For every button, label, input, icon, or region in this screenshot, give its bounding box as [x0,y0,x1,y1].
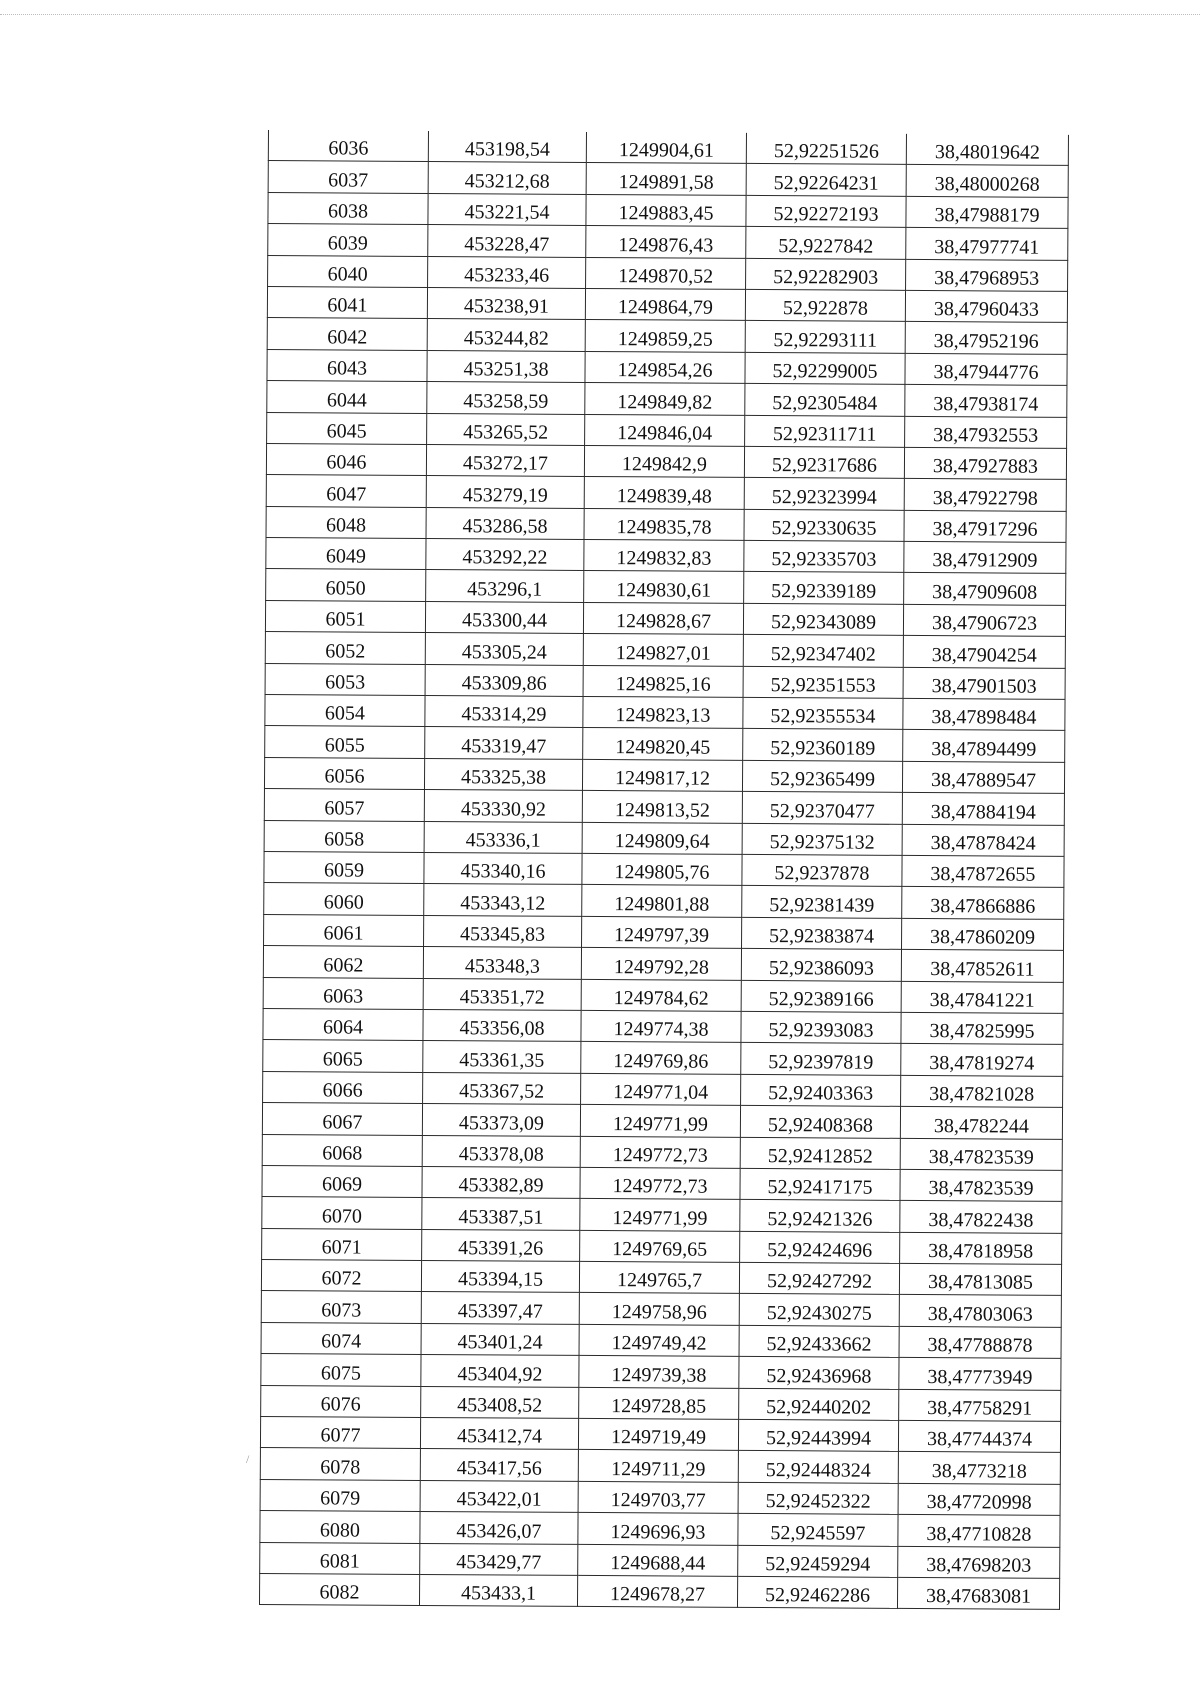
x-coordinate-cell: 453279,19 [426,476,584,508]
latitude-cell: 52,92421326 [740,1200,900,1232]
table-row [261,1385,1061,1421]
x-coordinate-cell: 453272,17 [426,444,584,476]
x-coordinate-cell: 453417,56 [420,1449,578,1481]
longitude-cell: 38,4773218 [898,1452,1060,1484]
table-row [263,977,1063,1013]
longitude-cell: 38,47904254 [903,636,1065,668]
point-number-cell: 6042 [267,318,427,350]
point-number-cell: 6070 [262,1197,422,1229]
latitude-cell: 52,92299005 [745,352,905,384]
table-row [264,883,1064,919]
x-coordinate-cell: 453426,07 [420,1512,578,1544]
longitude-cell: 38,47819274 [901,1044,1063,1076]
y-coordinate-cell: 1249805,76 [582,853,742,885]
table-row [261,1260,1061,1296]
longitude-cell: 38,47977741 [906,228,1068,260]
latitude-cell: 52,92383874 [742,917,902,949]
point-number-cell: 6057 [264,789,424,821]
latitude-cell: 52,92293111 [745,321,905,353]
point-number-cell: 6079 [260,1479,420,1511]
x-coordinate-cell: 453397,47 [421,1292,579,1324]
point-number-cell: 6037 [268,161,428,193]
longitude-cell: 38,47821028 [901,1075,1063,1107]
longitude-cell: 38,47773949 [899,1358,1061,1390]
point-number-cell: 6041 [267,286,427,318]
longitude-cell: 38,47912909 [904,541,1066,573]
latitude-cell: 52,92393083 [741,1011,901,1043]
x-coordinate-cell: 453356,08 [423,1009,581,1041]
point-number-cell: 6050 [266,569,426,601]
table-row [264,789,1064,825]
point-number-cell: 6045 [267,412,427,444]
x-coordinate-cell: 453433,1 [419,1574,577,1606]
latitude-cell: 52,92412852 [740,1137,900,1169]
point-number-cell: 6080 [260,1511,420,1543]
latitude-cell: 52,92424696 [740,1231,900,1263]
table-row [265,632,1065,668]
table-row [264,820,1064,856]
y-coordinate-cell: 1249883,45 [586,194,746,226]
y-coordinate-cell: 1249771,04 [581,1073,741,1105]
table-row [260,1448,1060,1484]
point-number-cell: 6036 [268,130,428,162]
y-coordinate-cell: 1249828,67 [583,602,743,634]
x-coordinate-cell: 453286,58 [426,507,584,539]
y-coordinate-cell: 1249765,7 [579,1261,739,1293]
longitude-cell: 38,47683081 [897,1577,1059,1609]
point-number-cell: 6065 [263,1040,423,1072]
y-coordinate-cell: 1249809,64 [582,822,742,854]
y-coordinate-cell: 1249864,79 [585,288,745,320]
table-row [262,1228,1062,1264]
longitude-cell: 38,47960433 [905,290,1067,322]
x-coordinate-cell: 453330,92 [424,790,582,822]
x-coordinate-cell: 453314,29 [425,696,583,728]
longitude-cell: 38,47932553 [905,416,1067,448]
table-row [260,1511,1060,1547]
y-coordinate-cell: 1249719,49 [578,1418,738,1450]
point-number-cell: 6053 [265,663,425,695]
y-coordinate-cell: 1249842,9 [584,445,744,477]
x-coordinate-cell: 453387,51 [422,1198,580,1230]
table-row [265,663,1065,699]
longitude-cell: 38,47952196 [905,322,1067,354]
x-coordinate-cell: 453404,92 [421,1355,579,1387]
latitude-cell: 52,92386093 [741,949,901,981]
latitude-cell: 52,92430275 [739,1294,899,1326]
x-coordinate-cell: 453382,89 [422,1166,580,1198]
latitude-cell: 52,92440202 [739,1388,899,1420]
point-number-cell: 6063 [263,977,423,1009]
longitude-cell: 38,47906723 [903,604,1065,636]
latitude-cell: 52,92403363 [741,1074,901,1106]
longitude-cell: 38,47744374 [898,1420,1060,1452]
latitude-cell: 52,9245597 [738,1514,898,1546]
y-coordinate-cell: 1249758,96 [579,1293,739,1325]
point-number-cell: 6066 [263,1071,423,1103]
y-coordinate-cell: 1249830,61 [584,571,744,603]
latitude-cell: 52,92443994 [738,1419,898,1451]
latitude-cell: 52,92323994 [744,478,904,510]
longitude-cell: 38,47698203 [898,1546,1060,1578]
table-row [268,192,1068,228]
longitude-cell: 38,47803063 [899,1295,1061,1327]
point-number-cell: 6069 [262,1165,422,1197]
y-coordinate-cell: 1249711,29 [578,1450,738,1482]
latitude-cell: 52,92389166 [741,980,901,1012]
y-coordinate-cell: 1249739,38 [579,1356,739,1388]
x-coordinate-cell: 453373,09 [422,1104,580,1136]
longitude-cell: 38,47872655 [902,855,1064,887]
point-number-cell: 6068 [262,1134,422,1166]
y-coordinate-cell: 1249854,26 [585,351,745,383]
table-row [260,1542,1060,1578]
table-row [268,224,1068,260]
table-row [266,538,1066,574]
y-coordinate-cell: 1249839,48 [584,477,744,509]
point-number-cell: 6049 [266,538,426,570]
table-row [265,726,1065,762]
y-coordinate-cell: 1249797,39 [582,916,742,948]
point-number-cell: 6076 [261,1385,421,1417]
x-coordinate-cell: 453422,01 [420,1480,578,1512]
scan-top-edge-line [0,14,1200,15]
longitude-cell: 38,48000268 [906,165,1068,197]
y-coordinate-cell: 1249801,88 [582,885,742,917]
longitude-cell: 38,47917296 [904,510,1066,542]
point-number-cell: 6071 [262,1228,422,1260]
latitude-cell: 52,92317686 [744,446,904,478]
table-row [264,851,1064,887]
y-coordinate-cell: 1249728,85 [579,1387,739,1419]
point-number-cell: 6044 [267,381,427,413]
x-coordinate-cell: 453319,47 [425,727,583,759]
y-coordinate-cell: 1249832,83 [584,540,744,572]
x-coordinate-cell: 453325,38 [424,758,582,790]
point-number-cell: 6040 [268,255,428,287]
x-coordinate-cell: 453345,83 [424,915,582,947]
y-coordinate-cell: 1249876,43 [586,226,746,258]
y-coordinate-cell: 1249817,12 [582,759,742,791]
latitude-cell: 52,92365499 [742,760,902,792]
latitude-cell: 52,92272193 [746,195,906,227]
latitude-cell: 52,92462286 [737,1576,897,1608]
latitude-cell: 52,92408368 [740,1106,900,1138]
latitude-cell: 52,92282903 [746,258,906,290]
x-coordinate-cell: 453408,52 [421,1386,579,1418]
table-row [265,695,1065,731]
latitude-cell: 52,92360189 [743,729,903,761]
x-coordinate-cell: 453401,24 [421,1323,579,1355]
y-coordinate-cell: 1249769,86 [581,1042,741,1074]
table-row [267,412,1067,448]
x-coordinate-cell: 453351,72 [423,978,581,1010]
longitude-cell: 38,47758291 [899,1389,1061,1421]
coordinates-table-container [259,130,1068,1610]
x-coordinate-cell: 453198,54 [428,131,586,163]
y-coordinate-cell: 1249678,27 [577,1575,737,1607]
x-coordinate-cell: 453258,59 [427,382,585,414]
table-row [262,1134,1062,1170]
longitude-cell: 38,47788878 [899,1326,1061,1358]
x-coordinate-cell: 453361,35 [423,1041,581,1073]
latitude-cell: 52,92459294 [738,1545,898,1577]
table-row [262,1103,1062,1139]
table-row [268,161,1068,197]
point-number-cell: 6058 [264,820,424,852]
x-coordinate-cell: 453391,26 [422,1229,580,1261]
y-coordinate-cell: 1249792,28 [581,948,741,980]
point-number-cell: 6054 [265,695,425,727]
longitude-cell: 38,47710828 [898,1515,1060,1547]
y-coordinate-cell: 1249823,13 [583,696,743,728]
point-number-cell: 6039 [268,224,428,256]
longitude-cell: 38,47860209 [902,918,1064,950]
table-row [261,1291,1061,1327]
y-coordinate-cell: 1249825,16 [583,665,743,697]
x-coordinate-cell: 453336,1 [424,821,582,853]
longitude-cell: 38,48019642 [906,134,1068,166]
x-coordinate-cell: 453228,47 [428,225,586,257]
latitude-cell: 52,92427292 [739,1262,899,1294]
longitude-cell: 38,47968953 [906,259,1068,291]
y-coordinate-cell: 1249772,73 [580,1136,740,1168]
scan-stray-mark: / [246,1452,250,1466]
longitude-cell: 38,47894499 [903,730,1065,762]
point-number-cell: 6064 [263,1008,423,1040]
latitude-cell: 52,92375132 [742,823,902,855]
latitude-cell: 52,92311711 [745,415,905,447]
longitude-cell: 38,47909608 [904,573,1066,605]
latitude-cell: 52,92417175 [740,1168,900,1200]
point-number-cell: 6075 [261,1354,421,1386]
y-coordinate-cell: 1249703,77 [578,1481,738,1513]
latitude-cell: 52,92370477 [742,792,902,824]
point-number-cell: 6061 [264,914,424,946]
table-row [261,1354,1061,1390]
table-row [266,443,1066,479]
table-row [267,381,1067,417]
table-row [263,1071,1063,1107]
x-coordinate-cell: 453212,68 [428,162,586,194]
x-coordinate-cell: 453221,54 [428,193,586,225]
x-coordinate-cell: 453292,22 [426,539,584,571]
latitude-cell: 52,9227842 [746,227,906,259]
x-coordinate-cell: 453251,38 [427,350,585,382]
y-coordinate-cell: 1249749,42 [579,1324,739,1356]
x-coordinate-cell: 453244,82 [427,319,585,351]
point-number-cell: 6047 [266,475,426,507]
y-coordinate-cell: 1249827,01 [583,634,743,666]
point-number-cell: 6073 [261,1291,421,1323]
x-coordinate-cell: 453378,08 [422,1135,580,1167]
latitude-cell: 52,92381439 [742,886,902,918]
point-number-cell: 6038 [268,192,428,224]
latitude-cell: 52,92343089 [743,603,903,635]
y-coordinate-cell: 1249846,04 [585,414,745,446]
longitude-cell: 38,47988179 [906,196,1068,228]
y-coordinate-cell: 1249688,44 [578,1544,738,1576]
table-row [263,946,1063,982]
table-row [262,1197,1062,1233]
y-coordinate-cell: 1249696,93 [578,1513,738,1545]
latitude-cell: 52,9237878 [742,854,902,886]
latitude-cell: 52,92436968 [739,1357,899,1389]
latitude-cell: 52,92251526 [746,133,906,165]
x-coordinate-cell: 453238,91 [427,287,585,319]
longitude-cell: 38,47822438 [900,1201,1062,1233]
longitude-cell: 38,47823539 [900,1138,1062,1170]
table-row [265,600,1065,636]
table-row [261,1322,1061,1358]
longitude-cell: 38,47852611 [901,950,1063,982]
longitude-cell: 38,47944776 [905,353,1067,385]
longitude-cell: 38,47813085 [899,1263,1061,1295]
longitude-cell: 38,47884194 [902,793,1064,825]
longitude-cell: 38,47889547 [902,761,1064,793]
table-row [260,1479,1060,1515]
longitude-cell: 38,47841221 [901,981,1063,1013]
point-number-cell: 6074 [261,1322,421,1354]
latitude-cell: 52,92347402 [743,635,903,667]
table-row [268,130,1068,166]
latitude-cell: 52,92305484 [745,384,905,416]
y-coordinate-cell: 1249870,52 [586,257,746,289]
table-row [260,1416,1060,1452]
table-row [262,1165,1062,1201]
y-coordinate-cell: 1249774,38 [581,1010,741,1042]
latitude-cell: 52,92448324 [738,1451,898,1483]
longitude-cell: 38,47720998 [898,1483,1060,1515]
table-row [264,914,1064,950]
latitude-cell: 52,922878 [745,289,905,321]
y-coordinate-cell: 1249771,99 [580,1199,740,1231]
point-number-cell: 6051 [265,600,425,632]
longitude-cell: 38,47825995 [901,1012,1063,1044]
y-coordinate-cell: 1249771,99 [580,1105,740,1137]
table-row [264,757,1064,793]
longitude-cell: 38,47922798 [904,479,1066,511]
point-number-cell: 6077 [260,1416,420,1448]
y-coordinate-cell: 1249859,25 [585,320,745,352]
point-number-cell: 6078 [260,1448,420,1480]
table-row [267,349,1067,385]
point-number-cell: 6081 [260,1542,420,1574]
latitude-cell: 52,92397819 [741,1043,901,1075]
longitude-cell: 38,47818958 [900,1232,1062,1264]
y-coordinate-cell: 1249904,61 [586,132,746,164]
latitude-cell: 52,92452322 [738,1482,898,1514]
longitude-cell: 38,4782244 [900,1106,1062,1138]
coordinates-table-body [259,130,1068,1610]
point-number-cell: 6055 [265,726,425,758]
coordinates-table [259,130,1069,1610]
y-coordinate-cell: 1249835,78 [584,508,744,540]
latitude-cell: 52,92355534 [743,697,903,729]
x-coordinate-cell: 453300,44 [425,601,583,633]
y-coordinate-cell: 1249772,73 [580,1167,740,1199]
table-row [263,1008,1063,1044]
table-row [266,569,1066,605]
latitude-cell: 52,92330635 [744,509,904,541]
point-number-cell: 6082 [259,1573,419,1605]
x-coordinate-cell: 453305,24 [425,633,583,665]
point-number-cell: 6056 [264,757,424,789]
latitude-cell: 52,92433662 [739,1325,899,1357]
point-number-cell: 6067 [262,1103,422,1135]
latitude-cell: 52,92351553 [743,666,903,698]
latitude-cell: 52,92264231 [746,164,906,196]
longitude-cell: 38,47901503 [903,667,1065,699]
point-number-cell: 6043 [267,349,427,381]
table-row [267,318,1067,354]
y-coordinate-cell: 1249891,58 [586,163,746,195]
table-row [267,286,1067,322]
latitude-cell: 52,92339189 [744,572,904,604]
table-row [259,1573,1059,1609]
point-number-cell: 6072 [261,1260,421,1292]
longitude-cell: 38,47927883 [904,447,1066,479]
point-number-cell: 6048 [266,506,426,538]
point-number-cell: 6046 [266,443,426,475]
point-number-cell: 6062 [263,946,423,978]
longitude-cell: 38,47823539 [900,1169,1062,1201]
x-coordinate-cell: 453296,1 [426,570,584,602]
table-row [266,506,1066,542]
y-coordinate-cell: 1249849,82 [585,383,745,415]
table-row [268,255,1068,291]
x-coordinate-cell: 453412,74 [420,1417,578,1449]
point-number-cell: 6052 [265,632,425,664]
x-coordinate-cell: 453309,86 [425,664,583,696]
longitude-cell: 38,47898484 [903,698,1065,730]
point-number-cell: 6060 [264,883,424,915]
longitude-cell: 38,47866886 [902,887,1064,919]
x-coordinate-cell: 453233,46 [428,256,586,288]
table-row [266,475,1066,511]
longitude-cell: 38,47878424 [902,824,1064,856]
x-coordinate-cell: 453343,12 [424,884,582,916]
longitude-cell: 38,47938174 [905,385,1067,417]
x-coordinate-cell: 453367,52 [423,1072,581,1104]
x-coordinate-cell: 453265,52 [427,413,585,445]
y-coordinate-cell: 1249813,52 [582,791,742,823]
point-number-cell: 6059 [264,851,424,883]
x-coordinate-cell: 453340,16 [424,852,582,884]
y-coordinate-cell: 1249784,62 [581,979,741,1011]
table-row [263,1040,1063,1076]
y-coordinate-cell: 1249820,45 [583,728,743,760]
x-coordinate-cell: 453429,77 [420,1543,578,1575]
x-coordinate-cell: 453348,3 [423,947,581,979]
x-coordinate-cell: 453394,15 [421,1261,579,1293]
latitude-cell: 52,92335703 [744,540,904,572]
y-coordinate-cell: 1249769,65 [580,1230,740,1262]
